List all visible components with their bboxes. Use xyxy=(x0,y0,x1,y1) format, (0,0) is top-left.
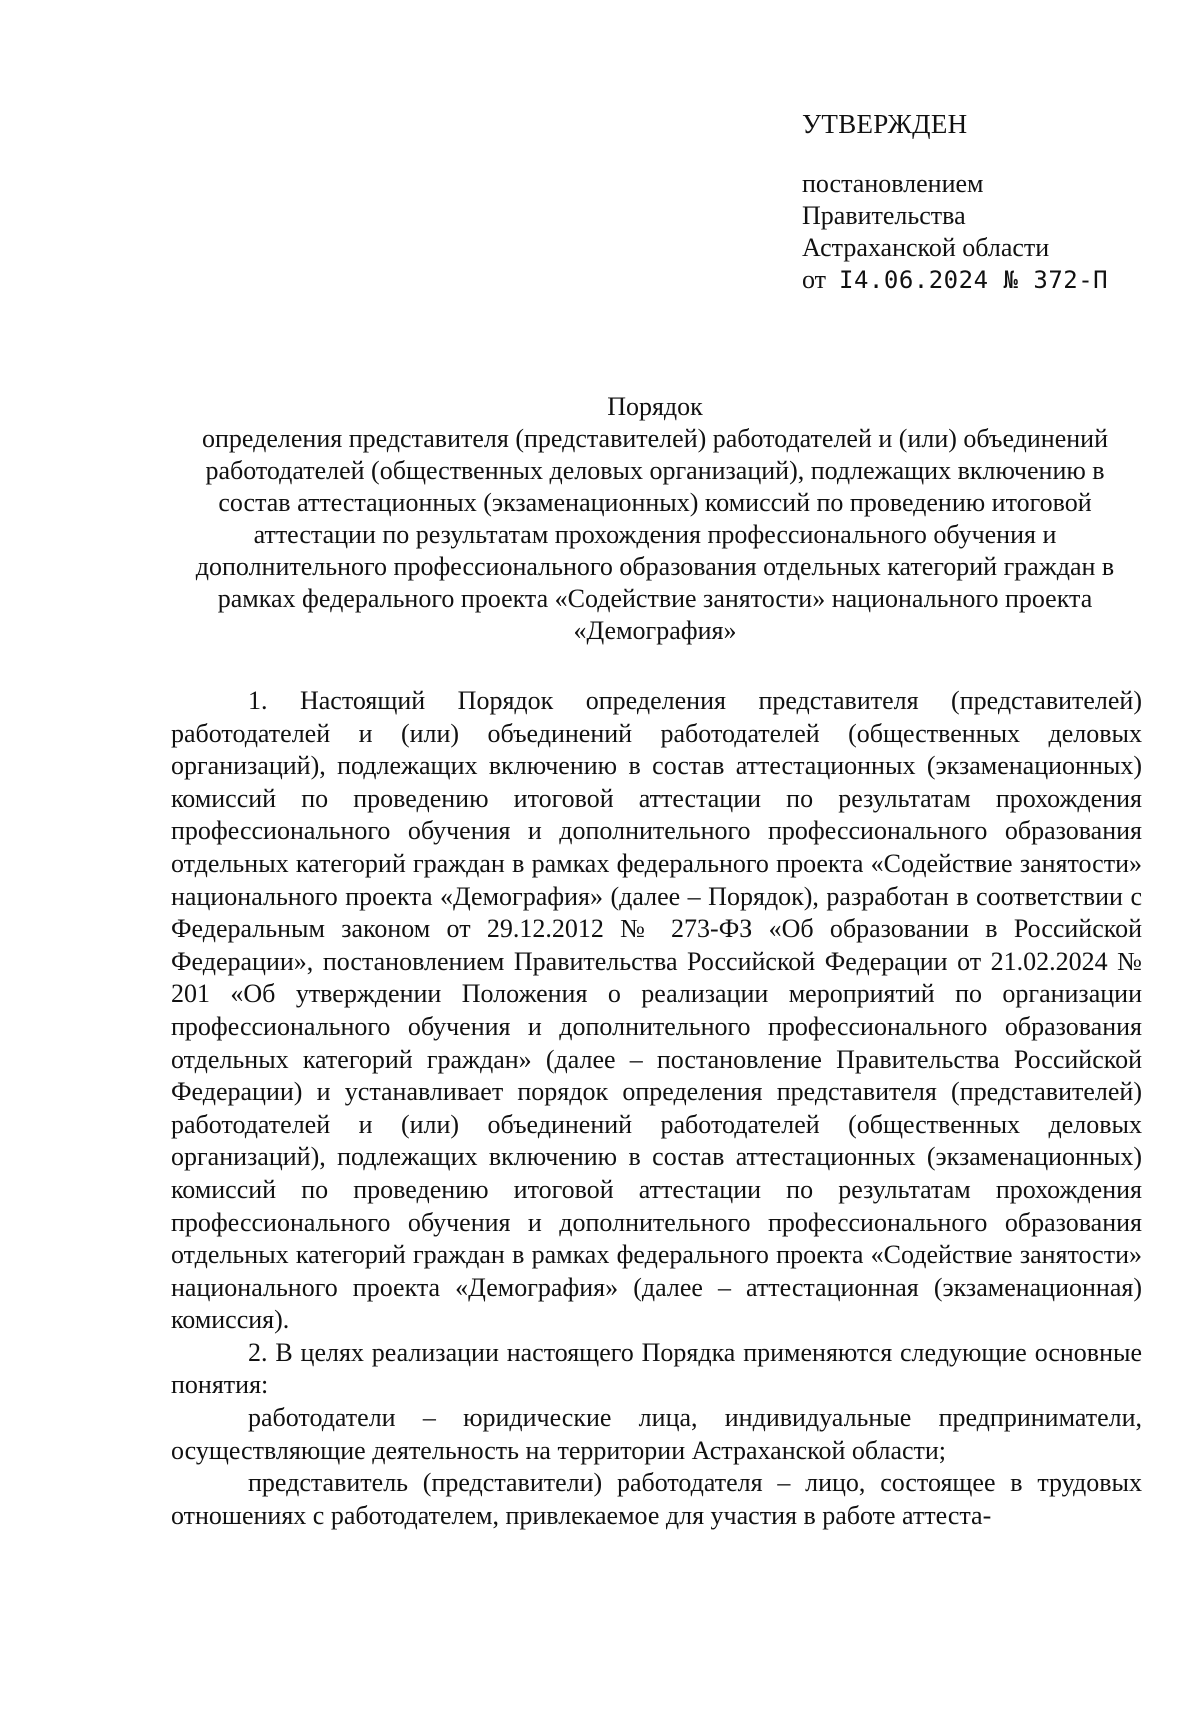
approval-heading: УТВЕРЖДЕН xyxy=(802,109,968,139)
approval-line-3: Астраханской области xyxy=(802,233,1050,262)
approval-date-prefix: от xyxy=(802,265,827,294)
approval-block xyxy=(802,108,1142,296)
paragraph-1: 1. Настоящий Порядок определения представителя (представителей) работодателей и (или) объединений работодателей (общественных деловых организаций), подлежащих включению в состав аттестационных (экзаменационных) комиссий по проведению итоговой аттестации по результатам прохождения профессионального обучения и дополнительного профессионального образования отдельных категорий граждан в рамках федерального проекта «Содействие занятости» национального проекта «Демография» (далее – Порядок), разработан в соответствии с Федеральным законом от 29.12.2012 № 273-ФЗ «Об образовании в Российской Федерации», постановлением Правительства Российской Федерации от 21.02.2024 № 201 «Об утверждении Положения о реализации мероприятий по организации профессионального обучения и дополнительного профессионального образования отдельных категорий граждан» (далее – постановление Правительства Российской Федерации) и устанавливает порядок определения представителя (представителей) работодателей и (или) объединений работодателей (общественных деловых организаций), подлежащих включению в состав аттестационных (экзаменационных) комиссий по проведению итоговой аттестации по результатам прохождения профессионального обучения и дополнительного профессионального образования отдельных категорий граждан в рамках федерального проекта «Содействие занятости» национального проекта «Демография» (далее – аттестационная (экзаменационная) комиссия). xyxy=(171,686,1142,1335)
approval-line-2: Правительства xyxy=(802,201,966,230)
paragraph-definition-representative: представитель (представители) работодателя – лицо, состоящее в трудовых отношениях с работодателем, привлекаемое для участия в работе аттеста- xyxy=(171,1468,1142,1530)
document-title-block xyxy=(168,391,1142,647)
approval-line-1: постановлением xyxy=(802,169,984,198)
approval-date-stamp: I4.06.2024 № 372-П xyxy=(839,266,1109,294)
document-title: Порядок xyxy=(607,392,703,421)
document-body xyxy=(171,685,1142,1532)
paragraph-definition-employers: работодатели – юридические лица, индивидуальные предприниматели, осуществляющие деятельность на территории Астраханской области; xyxy=(171,1403,1142,1465)
approval-date-line xyxy=(802,264,1142,296)
paragraph-2: 2. В целях реализации настоящего Порядка применяются следующие основные понятия: xyxy=(171,1337,1142,1400)
document-subtitle: определения представителя (представителей) работодателей и (или) объединений работодателей (общественных деловых организаций), подлежащих включению в состав аттестационных (экзаменационных) комиссий по проведению итоговой аттестации по результатам прохождения профессионального обучения и дополнительного профессионального образования отдельных категорий граждан в рамках федерального проекта «Содействие занятости» национального проекта «Демография» xyxy=(195,424,1115,645)
